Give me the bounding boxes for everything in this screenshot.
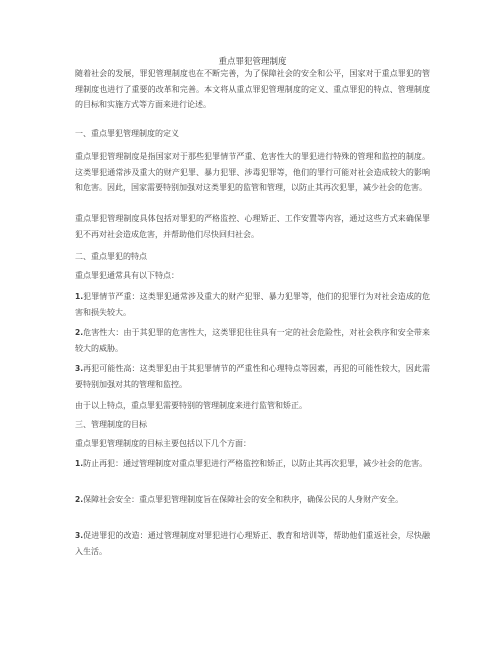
list-item-text: 促进罪犯的改造：通过管理制度对罪犯进行心理矫正、教育和培训等，帮助他们重返社会，尽快融入生活。 bbox=[75, 531, 430, 556]
section-2-conclusion: 由于以上特点，重点罪犯需要特别的管理制度来进行监管和矫正。 bbox=[75, 401, 307, 410]
section-3-lead: 重点罪犯管理制度的目标主要包括以下几个方面： bbox=[75, 439, 251, 448]
intro-paragraph: 随着社会的发展，罪犯管理制度也在不断完善，为了保障社会的安全和公平，国家对于重点罪犯的管理制度也进行了重要的改革和完善。本文将从重点罪犯管理制度的定义、重点罪犯的特点、管理制度的目标和实施方式等方面来进行论述。 bbox=[75, 69, 430, 109]
list-item-number: 1. bbox=[75, 459, 84, 468]
document-title: 重点罪犯管理制度 bbox=[218, 57, 287, 67]
list-item bbox=[75, 325, 430, 356]
list-item-text: 危害性大：由于其犯罪的危害性大，这类罪犯往往具有一定的社会危险性，对社会秩序和安全带来较大的威胁。 bbox=[75, 328, 430, 353]
list-item-text: 防止再犯：通过管理制度对重点罪犯进行严格监控和矫正，以防止其再次犯罪，减少社会的危害。 bbox=[83, 459, 428, 468]
list-item bbox=[75, 289, 430, 320]
list-item-text: 犯罪情节严重：这类罪犯通常涉及重大的财产犯罪、暴力犯罪等，他们的犯罪行为对社会造成的危害和损失较大。 bbox=[75, 292, 430, 317]
list-item bbox=[75, 528, 430, 559]
list-item bbox=[75, 361, 430, 392]
section-3-heading: 三、管理制度的目标 bbox=[75, 420, 147, 429]
section-1-heading: 一、重点罪犯管理制度的定义 bbox=[75, 129, 179, 138]
list-item-number: 3. bbox=[75, 531, 84, 540]
list-item bbox=[75, 456, 430, 472]
list-item-text: 保障社会安全：重点罪犯管理制度旨在保障社会的安全和秩序，确保公民的人身财产安全。 bbox=[83, 495, 404, 504]
list-item-number: 2. bbox=[75, 328, 84, 337]
section-2-heading: 二、重点罪犯的特点 bbox=[75, 252, 147, 261]
list-item bbox=[75, 492, 430, 508]
section-1-paragraph-1: 重点罪犯管理制度是指国家对于那些犯罪情节严重、危害性大的罪犯进行特殊的管理和监控的制度。这类罪犯通常涉及重大的财产犯罪、暴力犯罪、涉毒犯罪等，他们的罪行可能对社会造成较大的影响和危害。因此，国家需要特别加强对这类罪犯的监管和管理，以防止其再次犯罪，减少社会的危害。 bbox=[75, 152, 430, 192]
list-item-number: 2. bbox=[75, 495, 84, 504]
list-item-number: 1. bbox=[75, 292, 84, 301]
section-2-lead: 重点罪犯通常具有以下特点： bbox=[75, 271, 179, 280]
list-item-number: 3. bbox=[75, 364, 84, 373]
list-item-text: 再犯可能性高：这类罪犯由于其犯罪情节的严重性和心理特点等因素，再犯的可能性较大，因此需要特别加强对其的管理和监控。 bbox=[75, 364, 430, 389]
section-1-paragraph-2: 重点罪犯管理制度具体包括对罪犯的严格监控、心理矫正、工作安置等内容，通过这些方式来确保罪犯不再对社会造成危害，并帮助他们尽快回归社会。 bbox=[75, 214, 430, 239]
